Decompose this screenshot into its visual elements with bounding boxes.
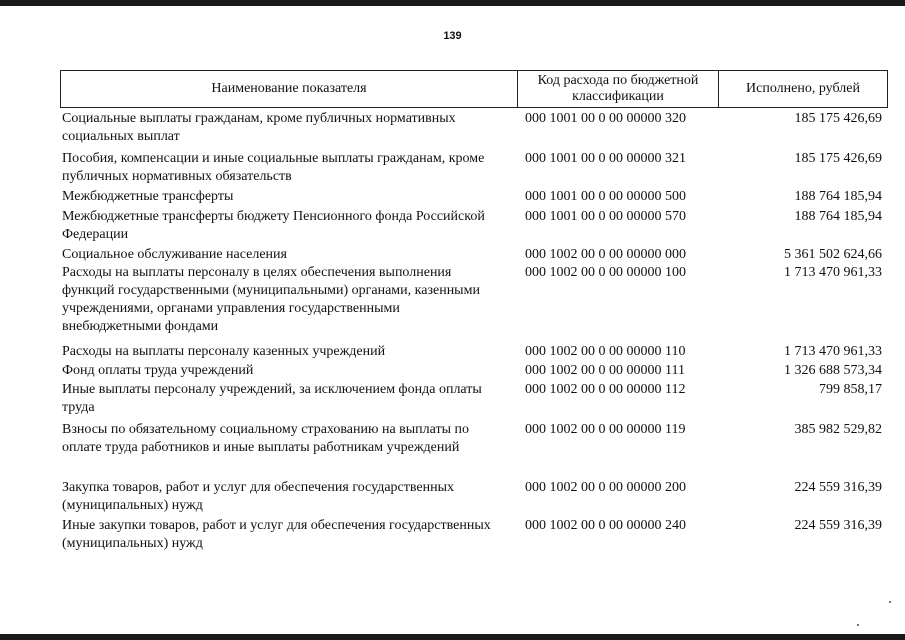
row-code: 000 1002 00 0 00 00000 119	[525, 422, 686, 437]
row-name: Межбюджетные трансферты	[62, 189, 234, 204]
row-name: Расходы на выплаты персоналу казенных учреждений	[62, 344, 386, 359]
row-code: 000 1001 00 0 00 00000 500	[525, 189, 686, 204]
row-amount: 5 361 502 624,66	[784, 247, 882, 262]
scan-speck	[889, 601, 891, 603]
row-amount: 1 713 470 961,33	[784, 344, 882, 359]
row-code: 000 1002 00 0 00 00000 240	[525, 518, 686, 533]
row-code: 000 1002 00 0 00 00000 112	[525, 382, 686, 397]
row-amount: 185 175 426,69	[794, 151, 882, 166]
row-code: 000 1002 00 0 00 00000 100	[525, 265, 686, 280]
column-header-code: Код расхода по бюджетной классификации	[518, 71, 719, 107]
row-code: 000 1002 00 0 00 00000 000	[525, 247, 686, 262]
row-name: Расходы на выплаты персоналу в целях обеспечения выполнения функций государственными (муниципальными) органами, казенными учреждениями, органами управления государственными внебюджетными фондами	[62, 265, 480, 334]
row-code: 000 1001 00 0 00 00000 570	[525, 209, 686, 224]
row-name: Пособия, компенсации и иные социальные выплаты гражданам, кроме публичных нормативных обязательств	[62, 151, 485, 184]
row-name: Иные закупки товаров, работ и услуг для обеспечения государственных (муниципальных) нужд	[62, 518, 491, 551]
row-amount: 799 858,17	[819, 382, 882, 397]
row-amount: 385 982 529,82	[794, 422, 882, 437]
row-code: 000 1002 00 0 00 00000 110	[525, 344, 686, 359]
column-header-amount: Исполнено, рублей	[746, 81, 860, 96]
page-number: 139	[443, 30, 462, 42]
row-amount: 188 764 185,94	[794, 189, 882, 204]
row-amount: 188 764 185,94	[794, 209, 882, 224]
row-name: Социальное обслуживание населения	[62, 247, 287, 262]
row-amount: 224 559 316,39	[794, 518, 882, 533]
scan-speck	[857, 624, 859, 626]
row-code: 000 1002 00 0 00 00000 200	[525, 480, 686, 495]
row-name: Фонд оплаты труда учреждений	[62, 363, 254, 378]
row-name: Межбюджетные трансферты бюджету Пенсионного фонда Российской Федерации	[62, 209, 485, 242]
top-border-rule	[0, 0, 905, 6]
row-name: Закупка товаров, работ и услуг для обеспечения государственных (муниципальных) нужд	[62, 480, 455, 513]
row-amount: 224 559 316,39	[794, 480, 882, 495]
row-amount: 185 175 426,69	[794, 111, 882, 126]
row-name: Социальные выплаты гражданам, кроме публичных нормативных социальных выплат	[62, 111, 456, 144]
row-amount: 1 326 688 573,34	[784, 363, 882, 378]
row-code: 000 1001 00 0 00 00000 321	[525, 151, 686, 166]
table-header	[60, 70, 888, 108]
column-header-name: Наименование показателя	[61, 71, 518, 107]
row-name: Взносы по обязательному социальному страхованию на выплаты по оплате труда работников и иные выплаты работникам учреждений	[62, 422, 470, 455]
row-name: Иные выплаты персоналу учреждений, за исключением фонда оплаты труда	[62, 382, 482, 415]
row-code: 000 1001 00 0 00 00000 320	[525, 111, 686, 126]
bottom-border-rule	[0, 634, 905, 640]
row-amount: 1 713 470 961,33	[784, 265, 882, 280]
row-code: 000 1002 00 0 00 00000 111	[525, 363, 685, 378]
